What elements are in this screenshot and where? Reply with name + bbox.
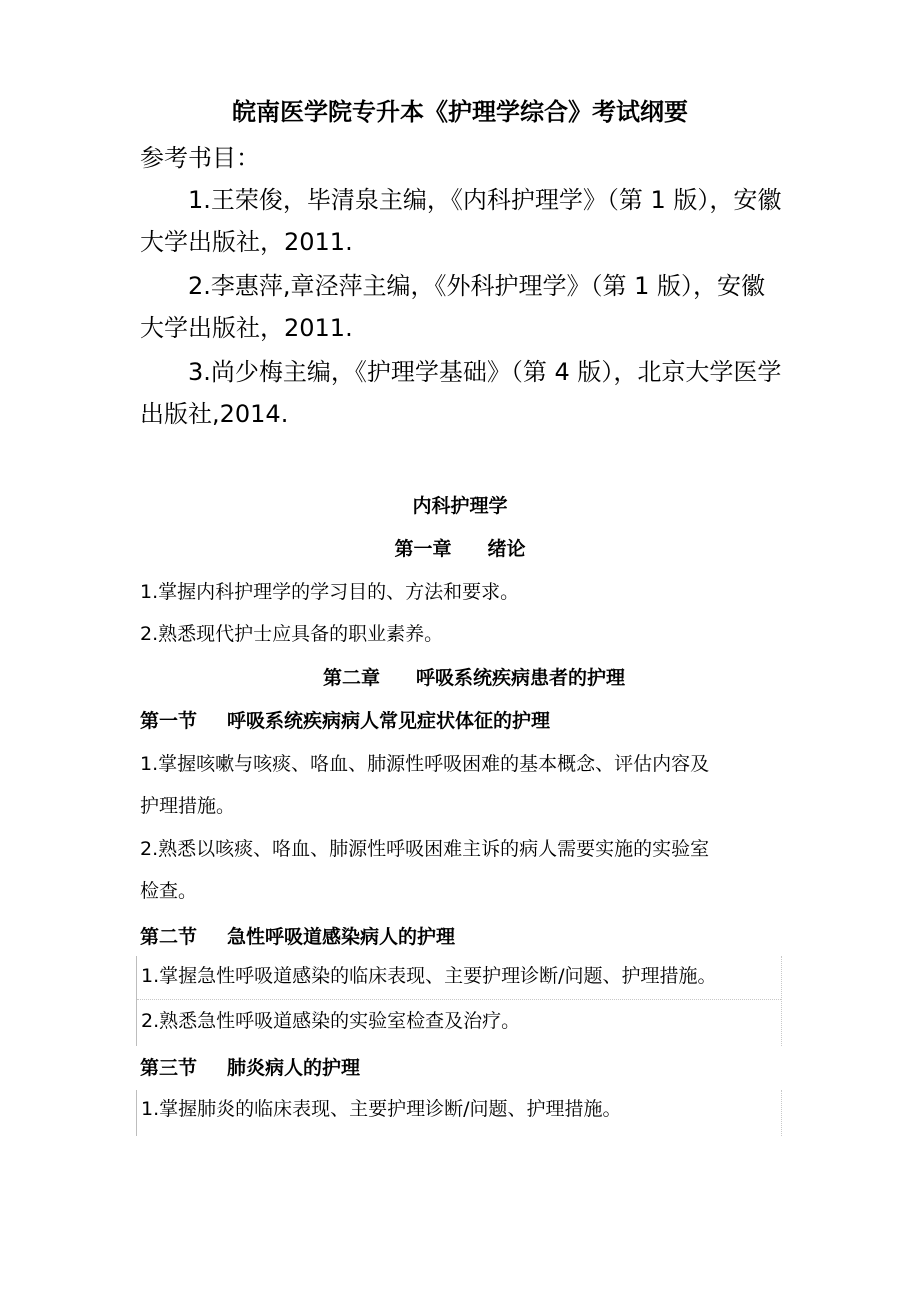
section-2-name: 急性呼吸道感染病人的护理 [227, 926, 456, 948]
section-2-content-box [136, 956, 782, 1046]
section-3-content-box [136, 1090, 782, 1136]
chapter-2-name: 呼吸系统疾病患者的护理 [416, 667, 626, 689]
section-3-number: 第三节 [140, 1057, 198, 1079]
reference-1-line-1: 1.王荣俊，毕清泉主编，《内科护理学》（第 1 版），安徽 [188, 186, 782, 214]
document-title: 皖南医学院专升本《护理学综合》考试纲要 [232, 98, 688, 126]
reference-3-line-2: 出版社,2014. [140, 400, 289, 428]
section-2-number: 第二节 [140, 926, 198, 948]
row-divider [137, 999, 781, 1000]
section-1-heading [140, 707, 550, 735]
section-1-number: 第一节 [140, 710, 198, 732]
chapter-1-item-1: 1.掌握内科护理学的学习目的、方法和要求。 [140, 581, 520, 603]
section-1-item-2-line-2: 检查。 [140, 880, 198, 902]
section-1-name: 呼吸系统疾病病人常见症状体征的护理 [227, 710, 551, 732]
reference-3-line-1: 3.尚少梅主编，《护理学基础》（第 4 版），北京大学医学 [188, 358, 782, 386]
section-1-item-1-line-2: 护理措施。 [140, 795, 236, 817]
chapter-1-name: 绪论 [487, 538, 526, 560]
section-1-item-1-line-1: 1.掌握咳嗽与咳痰、咯血、肺源性呼吸困难的基本概念、评估内容及 [140, 753, 710, 775]
section-3-heading [140, 1054, 360, 1082]
subject-heading: 内科护理学 [412, 495, 508, 517]
section-2-item-2: 2.熟悉急性呼吸道感染的实验室检查及治疗。 [141, 1010, 521, 1032]
chapter-1-item-2: 2.熟悉现代护士应具备的职业素养。 [140, 623, 444, 645]
section-1-item-2-line-1: 2.熟悉以咳痰、咯血、肺源性呼吸困难主诉的病人需要实施的实验室 [140, 838, 710, 860]
reference-2-line-1: 2.李惠萍,章泾萍主编，《外科护理学》（第 1 版），安徽 [188, 272, 766, 300]
chapter-1-heading [0, 535, 920, 563]
chapter-2-heading [14, 664, 920, 692]
section-3-name: 肺炎病人的护理 [227, 1057, 361, 1079]
chapter-1-number: 第一章 [394, 538, 452, 560]
section-2-heading [140, 923, 455, 951]
section-2-item-1: 1.掌握急性呼吸道感染的临床表现、主要护理诊断/问题、护理措施。 [141, 965, 717, 987]
references-label: 参考书目： [140, 144, 260, 172]
reference-2-line-2: 大学出版社，2011. [140, 314, 353, 342]
chapter-2-number: 第二章 [322, 667, 380, 689]
reference-1-line-2: 大学出版社，2011. [140, 228, 353, 256]
section-3-item-1: 1.掌握肺炎的临床表现、主要护理诊断/问题、护理措施。 [141, 1098, 622, 1120]
